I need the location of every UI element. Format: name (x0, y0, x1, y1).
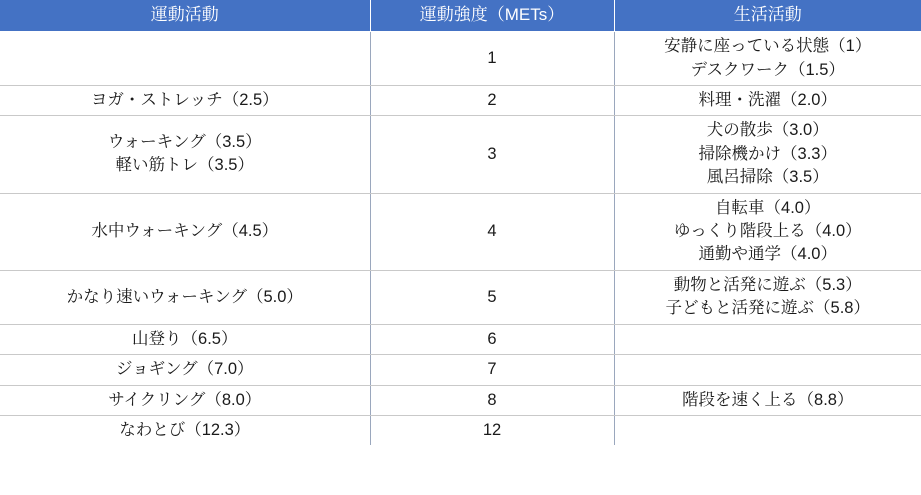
table-row (0, 416, 921, 446)
cell-daily (614, 32, 921, 86)
cell-mets: 1 (370, 32, 614, 86)
cell-line: ゆっくり階段上る（4.0） (673, 222, 862, 241)
cell-mets: 12 (370, 416, 614, 446)
cell-line: 風呂掃除（3.5） (706, 168, 829, 187)
cell-line: 階段を速く上る（8.8） (682, 390, 854, 409)
cell-mets: 8 (370, 385, 614, 415)
cell-line: 犬の散歩（3.0） (706, 121, 829, 140)
cell-exercise (0, 116, 370, 193)
cell-line: 通勤や通学（4.0） (698, 245, 837, 264)
cell-line: 掃除機かけ（3.3） (698, 144, 837, 163)
cell-daily (614, 385, 921, 415)
cell-exercise (0, 193, 370, 270)
cell-line: ヨガ・ストレッチ（2.5） (90, 90, 279, 109)
cell-line: サイクリング（8.0） (108, 390, 262, 409)
table-body (0, 32, 921, 446)
cell-mets: 7 (370, 355, 614, 385)
cell-mets: 4 (370, 193, 614, 270)
cell-daily (614, 193, 921, 270)
cell-daily (614, 324, 921, 354)
column-header-daily-activity: 生活活動 (614, 0, 921, 32)
cell-line: 料理・洗濯（2.0） (698, 90, 837, 109)
cell-exercise (0, 85, 370, 115)
cell-line: 安静に座っている状態（1） (664, 37, 872, 56)
cell-mets: 5 (370, 270, 614, 324)
column-header-mets: 運動強度（METs） (370, 0, 614, 32)
column-header-exercise: 運動活動 (0, 0, 370, 32)
cell-daily (614, 270, 921, 324)
cell-line: ジョギング（7.0） (115, 360, 254, 379)
table-row (0, 85, 921, 115)
table-row (0, 193, 921, 270)
cell-exercise (0, 355, 370, 385)
table-row (0, 324, 921, 354)
table-row (0, 355, 921, 385)
table-row (0, 32, 921, 86)
table-header-row (0, 0, 921, 32)
cell-exercise (0, 32, 370, 86)
table-row (0, 116, 921, 193)
cell-line: デスクワーク（1.5） (690, 60, 845, 79)
cell-exercise (0, 324, 370, 354)
cell-line: ウォーキング（3.5） (107, 133, 262, 152)
cell-daily (614, 85, 921, 115)
cell-daily (614, 355, 921, 385)
cell-line: 子どもと活発に遊ぶ（5.8） (665, 299, 870, 318)
table-header (0, 0, 921, 32)
cell-daily (614, 416, 921, 446)
cell-line: 動物と活発に遊ぶ（5.3） (673, 275, 862, 294)
cell-mets: 2 (370, 85, 614, 115)
table-row (0, 270, 921, 324)
cell-line: 自転車（4.0） (715, 198, 821, 217)
cell-line: 山登り（6.5） (132, 329, 238, 348)
table-row (0, 385, 921, 415)
cell-exercise (0, 416, 370, 446)
cell-line: 水中ウォーキング（4.5） (91, 222, 279, 241)
cell-line: 軽い筋トレ（3.5） (115, 156, 254, 175)
cell-exercise (0, 385, 370, 415)
cell-line: なわとび（12.3） (119, 421, 251, 439)
cell-mets: 6 (370, 324, 614, 354)
cell-daily (614, 116, 921, 193)
cell-line: かなり速いウォーキング（5.0） (66, 287, 303, 306)
cell-exercise (0, 270, 370, 324)
cell-mets: 3 (370, 116, 614, 193)
